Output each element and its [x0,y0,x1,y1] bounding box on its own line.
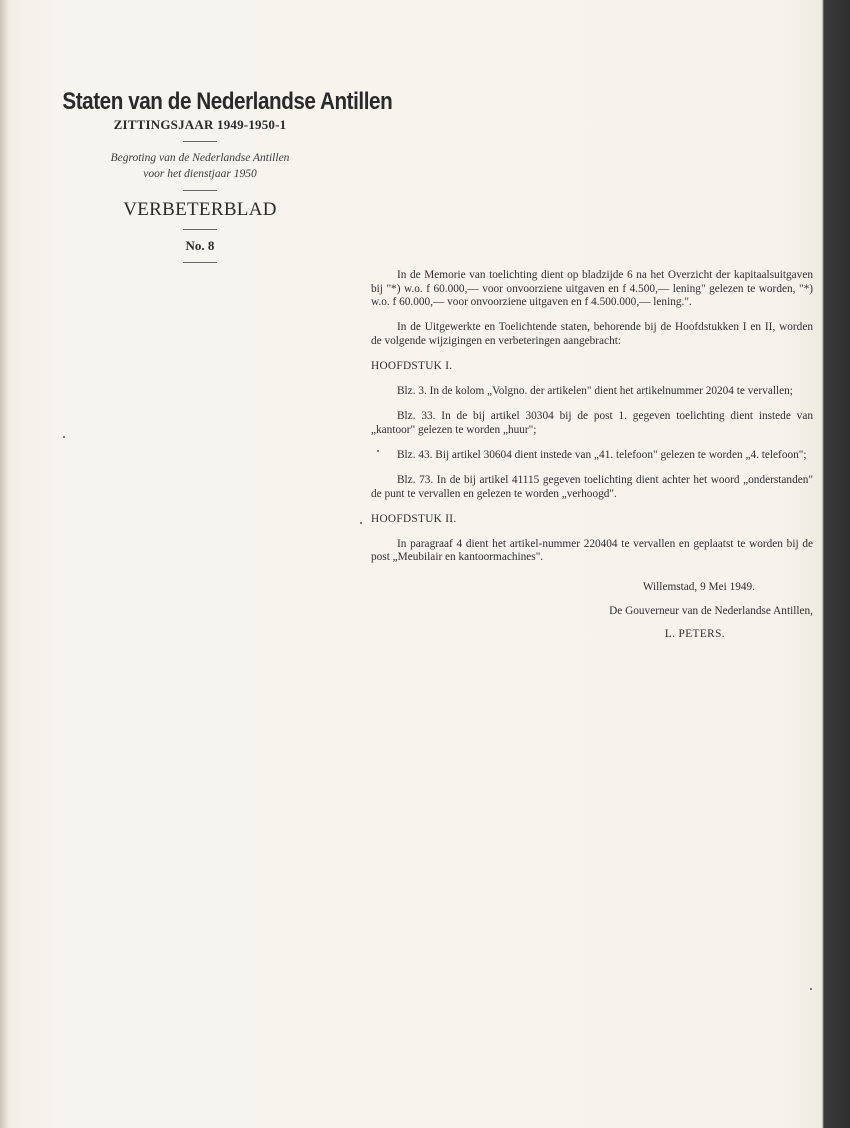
paper-speck [63,436,65,438]
heading-hoofdstuk-2: HOOFDSTUK II. [371,512,457,525]
divider [183,262,217,263]
budget-line-2: voor het dienstjaar 1950 [143,168,257,180]
divider [183,141,217,142]
document-number: No. 8 [185,238,215,253]
place-date: Willemstad, 9 Mei 1949. [642,580,755,593]
document-type: VERBETERBLAD [123,199,277,220]
divider [183,190,217,191]
paragraph-memorie: In de Memorie van toelichting dient op bladzijde 6 na het Overzicht der kapitaalsuitgaven bij "*) w.o. f 60.000,— voor onvoorziene uitgaven en f 4.500,— lening" gelezen te worden, "*) w.o. f 60.000,— voor onvoorziene uitgaven en f 4.500.000,— lening.". [371,269,813,309]
page-binding-edge [0,0,8,1128]
paragraph-staten: In de Uitgewerkte en Toelichtende staten, behorende bij de Hoofdstukken I en II, worden de volgende wijzigingen en verbeteringen aangebracht: [371,321,813,347]
paper-speck [360,522,362,524]
budget-line-1: Begroting van de Nederlandse Antillen [110,152,290,164]
correction-item: Blz. 3. In de kolom „Volgno. der artikelen" dient het artikelnummer 20204 te vervallen; [397,385,793,398]
paragraph-hoofdstuk-2: In paragraaf 4 dient het artikel-nummer 220404 te vervallen en geplaatst te worden bij de post „Meubilair en kantoormachines". [371,537,813,564]
correction-item: Blz. 43. Bij artikel 30604 dient instede van „41. telefoon" gelezen te worden „4. telefoon"; [397,448,807,461]
paper-speck [810,988,812,990]
divider [183,229,217,230]
session-year: ZITTINGSJAAR 1949-1950-1 [113,117,287,132]
heading-hoofdstuk-1: HOOFDSTUK I. [371,359,453,372]
signatory-office: De Gouverneur van de Nederlandse Antillen, [609,604,813,617]
document-body [371,269,813,642]
paper-speck [377,450,379,452]
parliament-title: Staten van de Nederlandse Antillen [62,88,393,115]
signatory-name: L. PETERS. [664,628,725,641]
correction-item: Blz. 33. In de bij artikel 30304 bij de post 1. gegeven toelichting dient instede van „kantoor" gelezen te worden „huur"; [371,410,813,436]
correction-item: Blz. 73. In de bij artikel 41115 gegeven toelichting dient achter het woord „onderstanden" de punt te vervallen en gelezen te worden „verhoogd". [371,473,813,500]
document-header [40,88,393,271]
